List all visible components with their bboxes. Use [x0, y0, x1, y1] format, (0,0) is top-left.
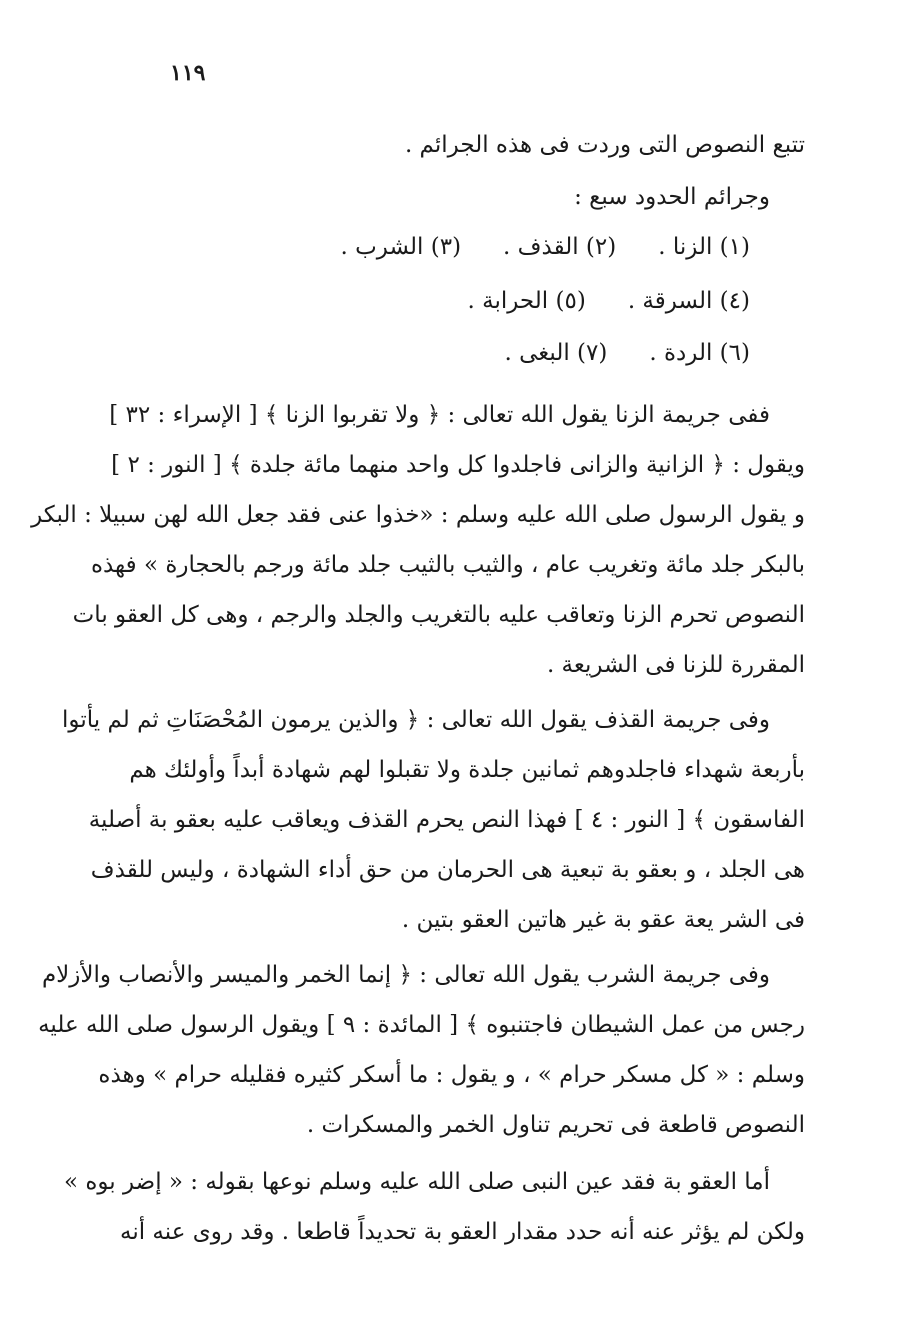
paragraph-line: و يقول الرسول صلى الله عليه وسلم : «خذوا عنى فقد جعل الله لهن سبيلا : البكر: [31, 502, 805, 528]
paragraph-line: وفى جريمة القذف يقول الله تعالى : ﴿ والذين يرمون المُحْصَنَاتِ ثم لم يأتوا: [62, 707, 770, 733]
crime-item-qadhf: (٢) القذف .: [503, 234, 617, 260]
paragraph-line: ويقول : ﴿ الزانية والزانى فاجلدوا كل واحد منهما مائة جلدة ﴾ [ النور : ٢ ]: [111, 452, 805, 478]
paragraph-line: وسلم : « كل مسكر حرام » ، و يقول : ما أسكر كثيره فقليله حرام » وهذه: [98, 1062, 805, 1088]
paragraph-line: فى الشر يعة عقو بة غير هاتين العقو بتين .: [401, 907, 805, 933]
paragraph-line: رجس من عمل الشيطان فاجتنبوه ﴾ [ المائدة : ٩ ] ويقول الرسول صلى الله عليه: [38, 1012, 805, 1038]
paragraph-line: المقررة للزنا فى الشريعة .: [546, 652, 805, 678]
crime-item-zina: (١) الزنا .: [658, 234, 750, 260]
crime-item-ridda: (٦) الردة .: [649, 340, 750, 366]
paragraph-line: وفى جريمة الشرب يقول الله تعالى : ﴿ إنما الخمر والميسر والأنصاب والأزلام: [41, 962, 770, 988]
crime-item-hiraba: (٥) الحرابة .: [467, 288, 586, 314]
paragraph-line: ولكن لم يؤثر عنه أنه حدد مقدار العقو بة تحديداً قاطعا . وقد روى عنه أنه: [119, 1219, 805, 1245]
paragraph-line: النصوص تحرم الزنا وتعاقب عليه بالتغريب والجلد والرجم ، وهى كل العقو بات: [72, 602, 805, 628]
paragraph-line: بأربعة شهداء فاجلدوهم ثمانين جلدة ولا تقبلوا لهم شهادة أبداً وأولئك هم: [129, 757, 805, 783]
paragraph-line: ففى جريمة الزنا يقول الله تعالى : ﴿ ولا تقربوا الزنا ﴾ [ الإسراء : ٣٢ ]: [109, 402, 770, 428]
crime-item-sariqa: (٤) السرقة .: [627, 288, 750, 314]
crimes-heading: وجرائم الحدود سبع :: [574, 184, 770, 210]
intro-line: تتبع النصوص التى وردت فى هذه الجرائم .: [404, 132, 805, 158]
paragraph-line: النصوص قاطعة فى تحريم تناول الخمر والمسكرات .: [306, 1112, 805, 1138]
paragraph-line: الفاسقون ﴾ [ النور : ٤ ] فهذا النص يحرم القذف ويعاقب عليه بعقو بة أصلية: [88, 807, 805, 833]
crime-item-shurb: (٣) الشرب .: [340, 234, 462, 260]
page-number: ١١٩: [170, 60, 206, 86]
paragraph-line: هى الجلد ، و بعقو بة تبعية هى الحرمان من حق أداء الشهادة ، وليس للقذف: [90, 857, 805, 883]
paragraph-line: بالبكر جلد مائة وتغريب عام ، والثيب بالثيب جلد مائة ورجم بالحجارة » فهذه: [90, 552, 805, 578]
crimes-list-row-2: [426, 286, 751, 316]
crimes-list-row-3: [463, 338, 751, 368]
crimes-list-row-1: [299, 232, 750, 262]
paragraph-line: أما العقو بة فقد عين النبى صلى الله عليه وسلم نوعها بقوله : « إضر بوه »: [63, 1169, 770, 1195]
crime-item-baghy: (٧) البغى .: [504, 340, 608, 366]
